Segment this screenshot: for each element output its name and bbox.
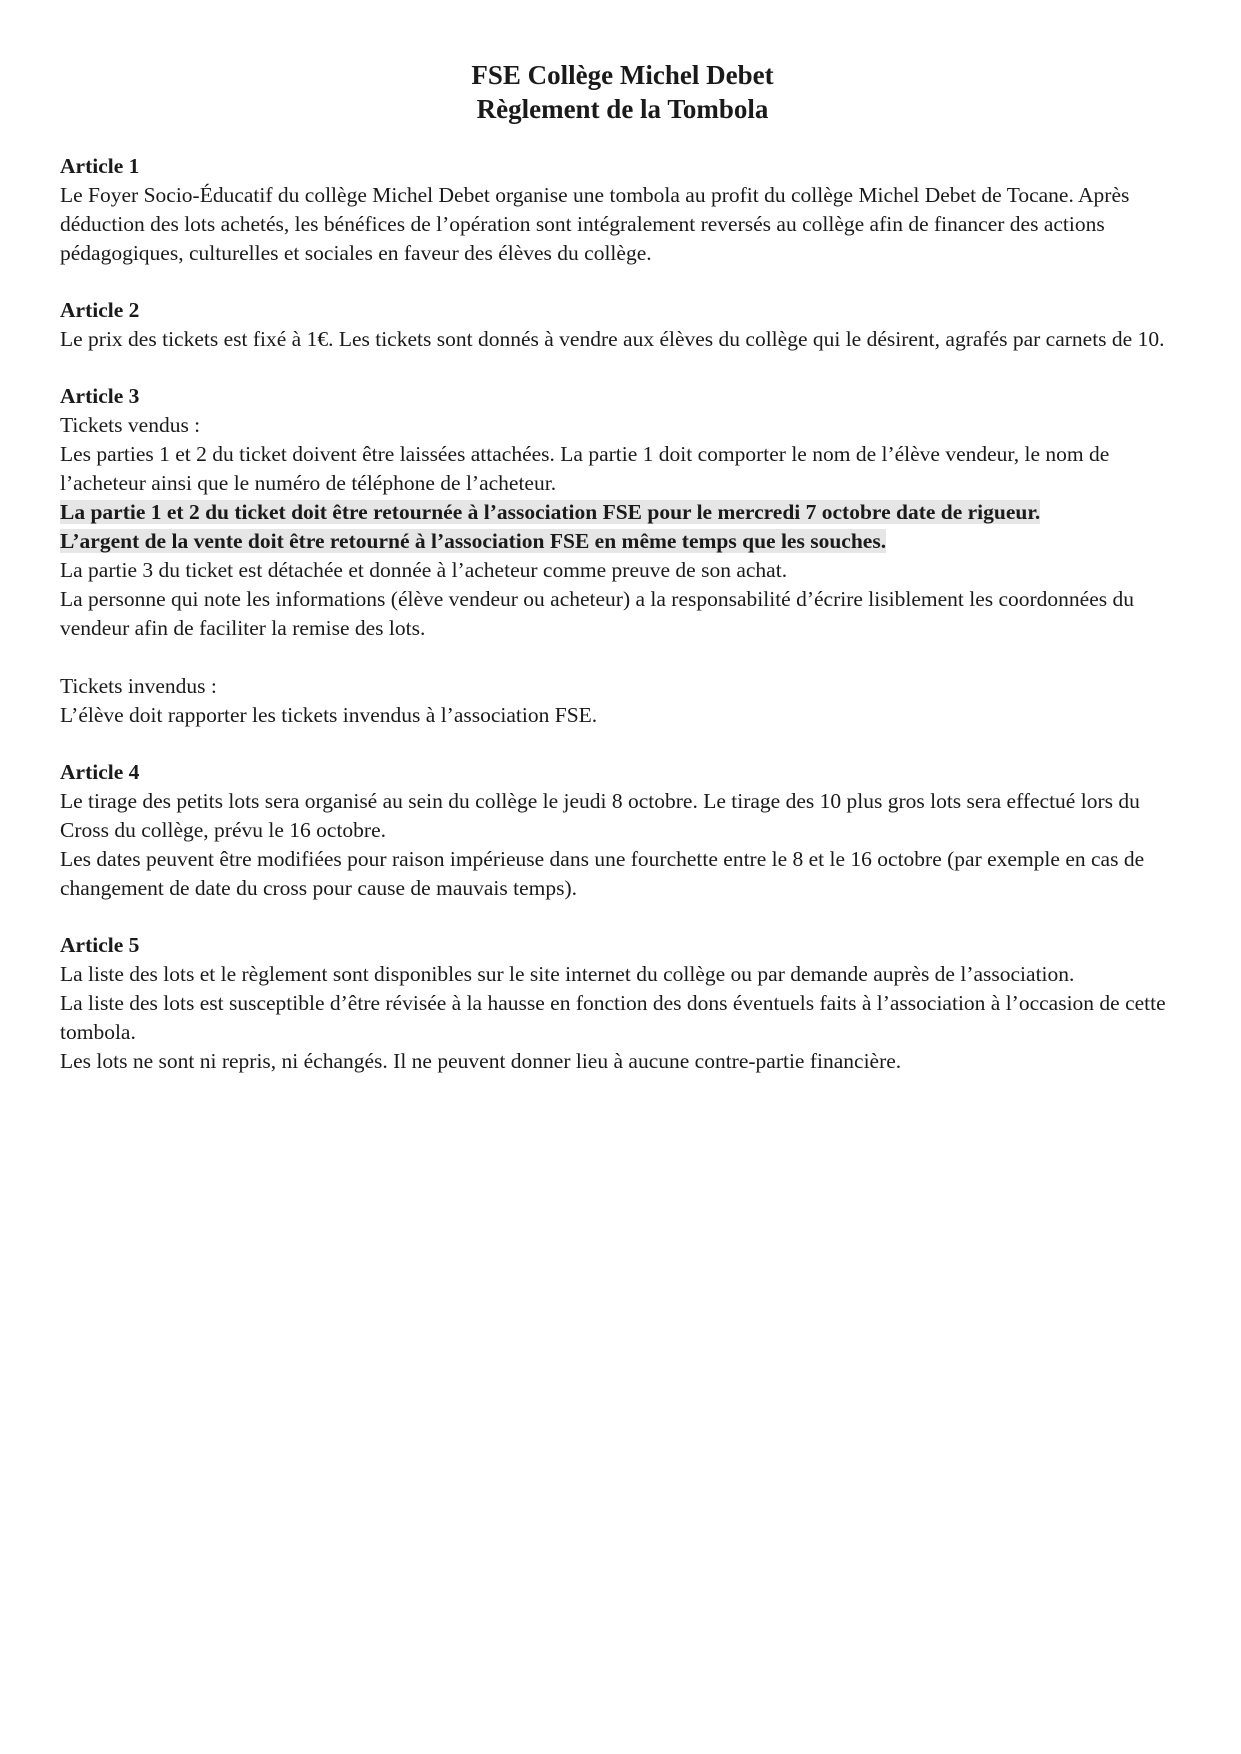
highlighted-deadline: La partie 1 et 2 du ticket doit être retournée à l’association FSE pour le mercredi 7 octobre date de rigueur.	[60, 500, 1041, 524]
article-heading: Article 1	[60, 154, 140, 178]
article-heading: Article 4	[60, 760, 140, 784]
article-3	[60, 382, 1185, 730]
article-heading: Article 3	[60, 384, 140, 408]
title-line-2: Règlement de la Tombola	[476, 94, 769, 124]
unsold-tickets-text: L’élève doit rapporter les tickets invendus à l’association FSE.	[60, 703, 598, 727]
article-paragraph: Le Foyer Socio-Éducatif du collège Michel Debet organise une tombola au profit du collège Michel Debet de Tocane. Après déduction des lots achetés, les bénéfices de l’opération sont intégralement reversés au collège afin de financer des actions pédagogiques, culturelles et sociales en faveur des élèves du collège.	[60, 183, 1130, 265]
article-4	[60, 758, 1185, 903]
money-return-notice	[60, 527, 1185, 556]
article-paragraph: La liste des lots est susceptible d’être révisée à la hausse en fonction des dons éventuels faits à l’association à l’occasion de cette tombola.	[60, 991, 1166, 1044]
paragraph-spacer	[60, 643, 1185, 672]
article-heading: Article 2	[60, 298, 140, 322]
responsibility-text: La personne qui note les informations (élève vendeur ou acheteur) a la responsabilité d’écrire lisiblement les coordonnées du vendeur afin de faciliter la remise des lots.	[60, 587, 1135, 640]
article-heading: Article 5	[60, 933, 140, 957]
article-paragraph: Le tirage des petits lots sera organisé au sein du collège le jeudi 8 octobre. Le tirage des 10 plus gros lots sera effectué lors du Cross du collège, prévu le 16 octobre.	[60, 789, 1140, 842]
unsold-tickets-label: Tickets invendus :	[60, 674, 217, 698]
document-title	[60, 58, 1185, 126]
deadline-notice	[60, 498, 1185, 527]
part3-text: La partie 3 du ticket est détachée et donnée à l’acheteur comme preuve de son achat.	[60, 558, 788, 582]
article-paragraph: Les lots ne sont ni repris, ni échangés. Il ne peuvent donner lieu à aucune contre-partie financière.	[60, 1049, 902, 1073]
title-line-1: FSE Collège Michel Debet	[471, 60, 774, 90]
sold-tickets-label: Tickets vendus :	[60, 413, 201, 437]
article-paragraph: Le prix des tickets est fixé à 1€. Les tickets sont donnés à vendre aux élèves du collège qui le désirent, agrafés par carnets de 10.	[60, 327, 1165, 351]
document-page	[60, 58, 1185, 1104]
highlighted-money-return: L’argent de la vente doit être retourné à l’association FSE en même temps que les souches.	[60, 529, 887, 553]
article-paragraph: Les dates peuvent être modifiées pour raison impérieuse dans une fourchette entre le 8 et le 16 octobre (par exemple en cas de changement de date du cross pour cause de mauvais temps).	[60, 847, 1145, 900]
article-5	[60, 931, 1185, 1076]
article-paragraph: La liste des lots et le règlement sont disponibles sur le site internet du collège ou par demande auprès de l’association.	[60, 962, 1075, 986]
article-2	[60, 296, 1185, 354]
sold-tickets-text: Les parties 1 et 2 du ticket doivent être laissées attachées. La partie 1 doit comporter le nom de l’élève vendeur, le nom de l’acheteur ainsi que le numéro de téléphone de l’acheteur.	[60, 442, 1110, 495]
article-1	[60, 152, 1185, 268]
